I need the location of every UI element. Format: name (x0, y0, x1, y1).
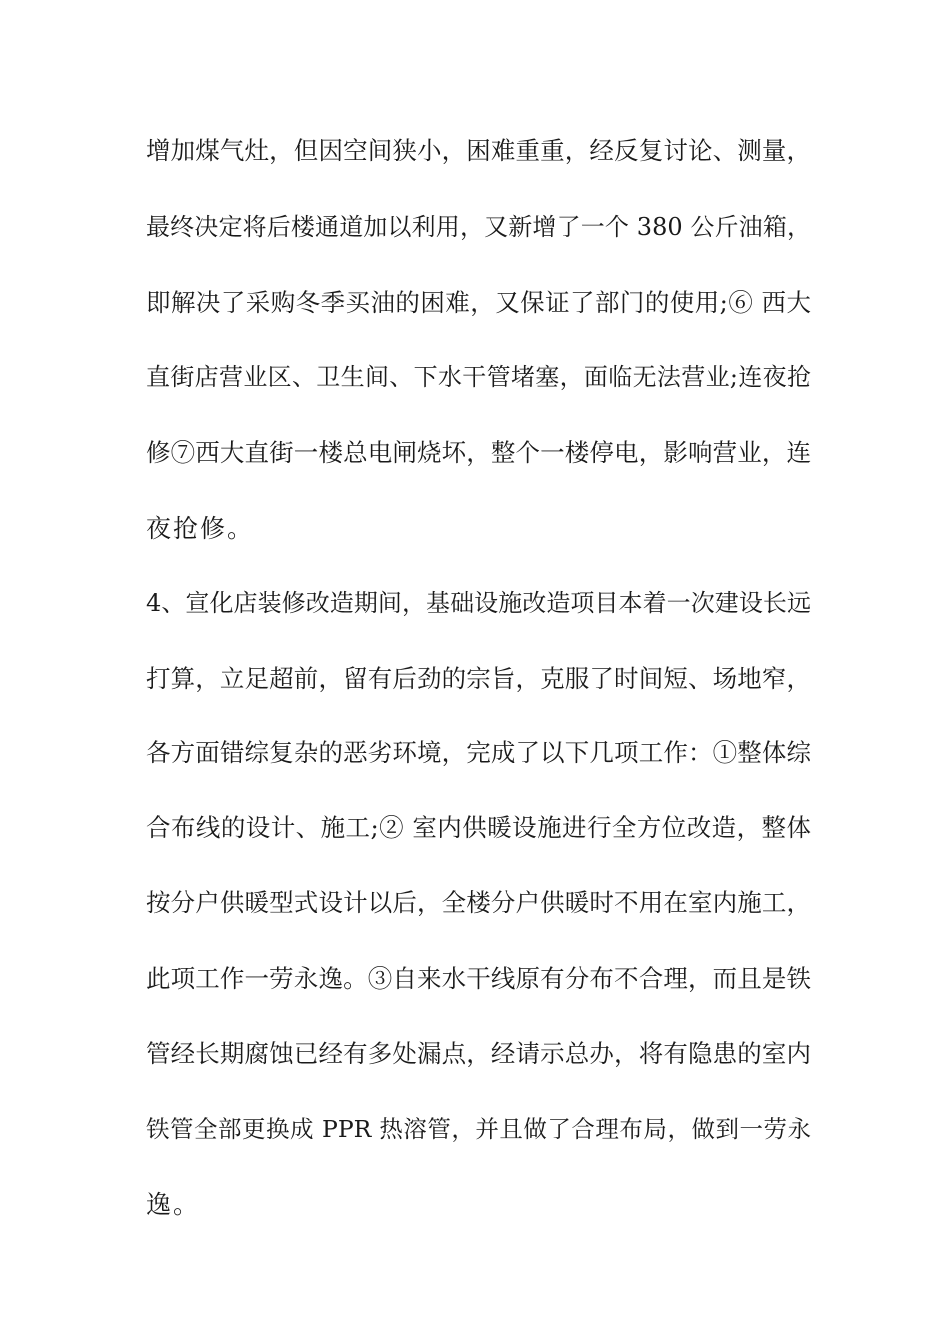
text-line: 逸。 (146, 1190, 201, 1219)
text-line: 修⑦西大直街一楼总电闸烧坏，整个一楼停电，影响营业，连 (146, 438, 811, 467)
text-line: 管经长期腐蚀已经有多处漏点，经请示总办，将有隐患的室内 (146, 1039, 811, 1068)
text-line: 打算，立足超前，留有后劲的宗旨，克服了时间短、场地窄， (146, 664, 811, 693)
text-line: 增加煤气灶，但因空间狭小，困难重重，经反复讨论、测量， (146, 136, 811, 165)
text-line: 此项工作一劳永逸。③自来水干线原有分布不合理，而且是铁 (146, 964, 811, 993)
text-line: 铁管全部更换成 PPR 热溶管，并且做了合理布局，做到一劳永 (146, 1115, 811, 1143)
text-line: 按分户供暖型式设计以后，全楼分户供暖时不用在室内施工， (146, 888, 811, 917)
text-line: 最终决定将后楼通道加以利用，又新增了一个 380 公斤油箱， (146, 213, 811, 241)
text-line: 各方面错综复杂的恶劣环境，完成了以下几项工作：①整体综 (146, 738, 811, 767)
text-line: 直街店营业区、卫生间、下水干管堵塞，面临无法营业;连夜抢 (146, 363, 811, 391)
text-line: 夜抢修。 (146, 514, 255, 543)
text-line: 4、宣化店装修改造期间，基础设施改造项目本着一次建设长远 (146, 589, 811, 617)
text-line: 即解决了采购冬季买油的困难，又保证了部门的使用;⑥ 西大 (146, 288, 811, 317)
text-line: 合布线的设计、施工;② 室内供暖设施进行全方位改造，整体 (146, 813, 811, 842)
